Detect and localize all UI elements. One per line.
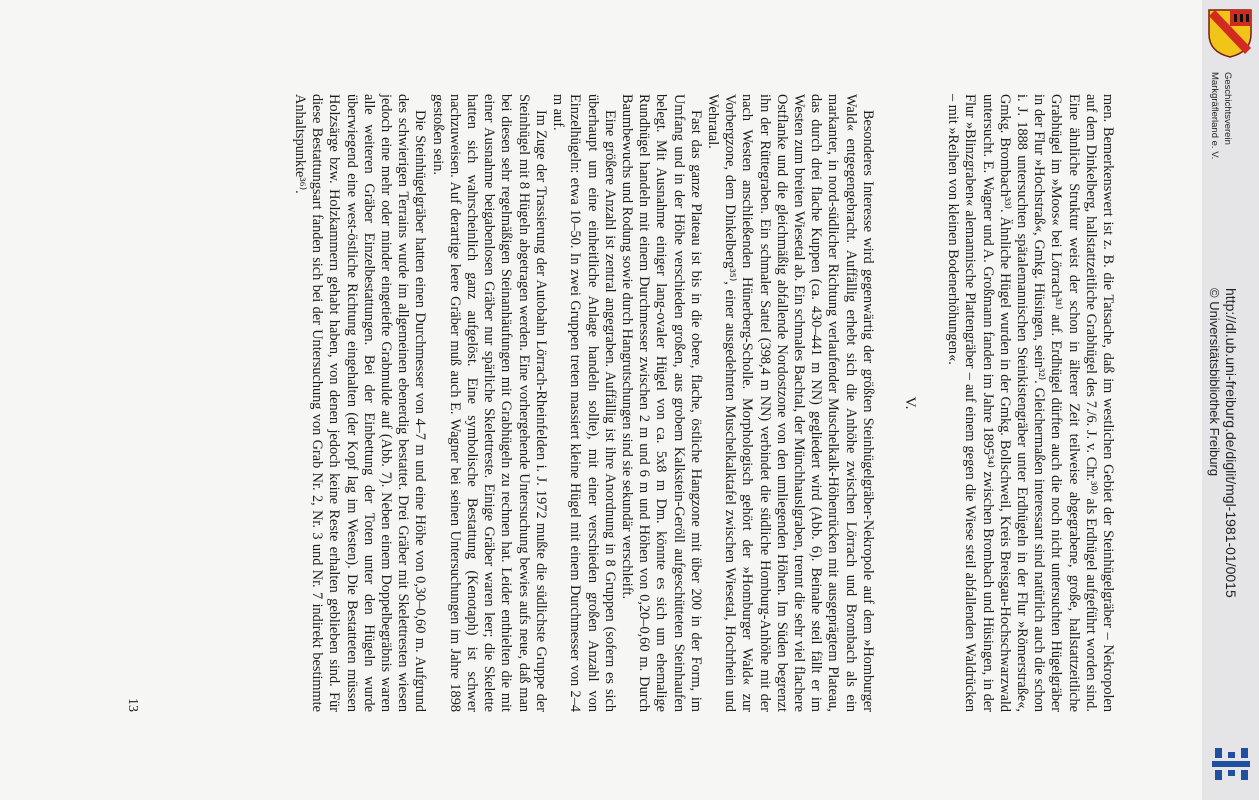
paragraph: Im Zuge der Trassierung der Autobahn Lörrach-Rheinfelden i. J. 1972 mußte die südlichste Gruppe der Steinhügel mit 8 Hügeln abgetragen werden. Eine vorhergehende Untersuchung bewies aufs neue, daß man bei diesen sehr regelmäßigen Steinanhäufungen mit Grabhügeln zu rechnen hat. Leider enthielten die mit einer Ausnahme beigabenlosen Gräber nur spärliche Skelettreste. Einige Gräber waren leer; die Skelette hatten sich wahrscheinlich ganz aufgelöst. Eine symbolische Bestattung (Kenotaph) ist schwer nachzuweisen. Auf derartige leere Gräber muß auch E. Wagner bei seinen Untersuchungen im Jahre 1898 gestoßen sein. [429, 94, 549, 712]
paragraph: Fast das ganze Plateau ist bis in die obere, flache, östliche Hangzone mit über 200 in der Form, im Umfang und in der Höhe verschieden großen, aus grobem Kalkstein-Geröll aufgeschütteten Steinhaufen belegt. Mit Ausnahme einiger lang-ovaler Hügel von ca. 5x8 m Dm. könnte es sich um ehemalige Rundhügel handeln mit einem Durchmesser zwischen 2 m und 6 m und Höhen von 0,20–0,60 m. Durch Baumbewuchs und Rodung sowie durch Hangrutschungen sind sie sekundär verschleift. [618, 94, 704, 712]
university-library-logo-icon [1210, 744, 1252, 784]
coat-of-arms-icon [1207, 8, 1253, 58]
crest-black-detail [1234, 14, 1249, 22]
society-name-line1: Geschichtsverein [1222, 72, 1233, 145]
section-heading: V. [901, 396, 918, 410]
sidebar-rotated-text [1202, 0, 1259, 800]
copyright-notice: © Universitätsbibliothek Freiburg [1207, 288, 1222, 477]
paragraph: Die Steinhügelgräber hatten einen Durchmesser von 4–7 m und eine Höhe von 0,30–0,60 m. Aufgrund des schwierigen Terrains wurde im allgemeinen ebenerdig bestattet. Drei Gräber mit Skelettresten wiesen jedoch eine mehr oder minder eingetiefte Grabmulde auf (Abb. 7). Neben einem Doppelbegräbnis waren alle weiteren Gräber Einzelbestattungen. Bei der Einbettung der Toten unter den Hügeln wurde überwiegend eine west-östliche Richtung eingehalten (der Kopf lag im Westen). Die Bestatteten müssen Holzsärge bzw. Holzkammern gehabt haben, von denen jedoch keine Reste erhalten geblieben sind. Für diese Bestattungsart fanden sich bei der Untersuchung von Grab Nr. 2, Nr. 3 und Nr. 7 indirekt bestimmte Anhaltspunkte³⁶⁾. [292, 94, 429, 712]
paragraph: men. Bemerkenswert ist z. B. die Tatsache, daß im westlichen Gebiet der Steinhügelgräber – Nekropolen auf dem Dinkelberg, hallstattzeitliche Grabhügel des 7./6. J. v. Chr.³⁰⁾ als Erdhügel aufgeführt worden sind. Eine ähnliche Struktur weist der schon in älterer Zeit teilweise abgegrabene, große, hallstattzeitliche Grabhügel im »Moos« bei Lörrach³¹⁾ auf. Erdhügel dürften auch die noch nicht untersuchten Hügelgräber in der Flur »Hochstraß«, Gmkg. Hüsingen, sein³²⁾. Gleichermaßen interessant sind natürlich auch die schon i. J. 1888 untersuchten spätalemannischen Steinkistengräber unter Erdhügeln in der Flur »Römerstraße«, Gmkg. Brombach³³⁾. Ähnliche Hügel wurden in der Gmkg. Bollschweil, Kreis Breisgau-Hochschwarzwald untersucht. E. Wagner und A. Großmann fanden im Jahre 1895³⁴⁾ zwischen Brombach und Hüsingen, in der Flur »Blinzgraben« alemannische Plattengräber – auf einem gegen die Wiese steil abfallenden Waldrücken – mit »Reihen von kleinen Bodenerhöhungen«. [945, 94, 1116, 712]
sidebar [1202, 0, 1259, 800]
society-name-line2: Markgräflerland e. V. [1209, 72, 1220, 160]
page-number: 13 [125, 698, 140, 712]
permalink-url[interactable]: http://dl.ub.uni-freiburg.de/diglit/mgl-1981-01/0015 [1223, 288, 1239, 598]
paragraph: Eine größere Anzahl ist zentral angegraben. Auffällig ist ihre Anordnung in 8 Gruppen (sofern es sich überhaupt um eine einheitliche Anlage handeln sollte), mit einer verschieden großen Anzahl von Einzelhügeln: etwa 10–50. In zwei Gruppen treten massiert kleine Hügel mit einem Durchmesser von 2–4 m auf. [550, 94, 618, 712]
body-text [291, 94, 1116, 712]
paragraph: Besonderes Interesse wird gegenwärtig der größten Steinhügelgräber-Nekropole auf dem »Homburger Wald« entgegengebracht. Auffällig erhebt sich die Anhöhe zwischen Lörrach und Brombach als ein markanter, in nord-südlicher Richtung verlaufender Muschelkalk-Höhenrücken mit ausgeprägtem Plateau, das durch drei flache Kuppen (ca. 430–441 m NN) gegliedert wird (Abb. 6). Beinahe steil fällt er im Westen zum breiten Wiesetal ab. Ein schmales Bachtal, der Münchhauslgraben, trennt die sehr viel flachere Ostflanke und die gleichmäßig abfallende Nordostzone von den umliegenden Höhen. Im Süden begrenzt ihn der Rüttegraben. Ein schmaler Sattel (398,4 m NN) verbindet die südliche Homburg-Anhöhe mit der nach Westen anschließenden Hünerberg-Scholle. Morphologisch gehört der »Homburger Wald« zur Vorbergzone, dem Dinkelberg³⁵⁾, einer ausgedehnten Muschelkalktafel zwischen Wiesetal, Hochrhein und Wehratal. [704, 94, 876, 712]
